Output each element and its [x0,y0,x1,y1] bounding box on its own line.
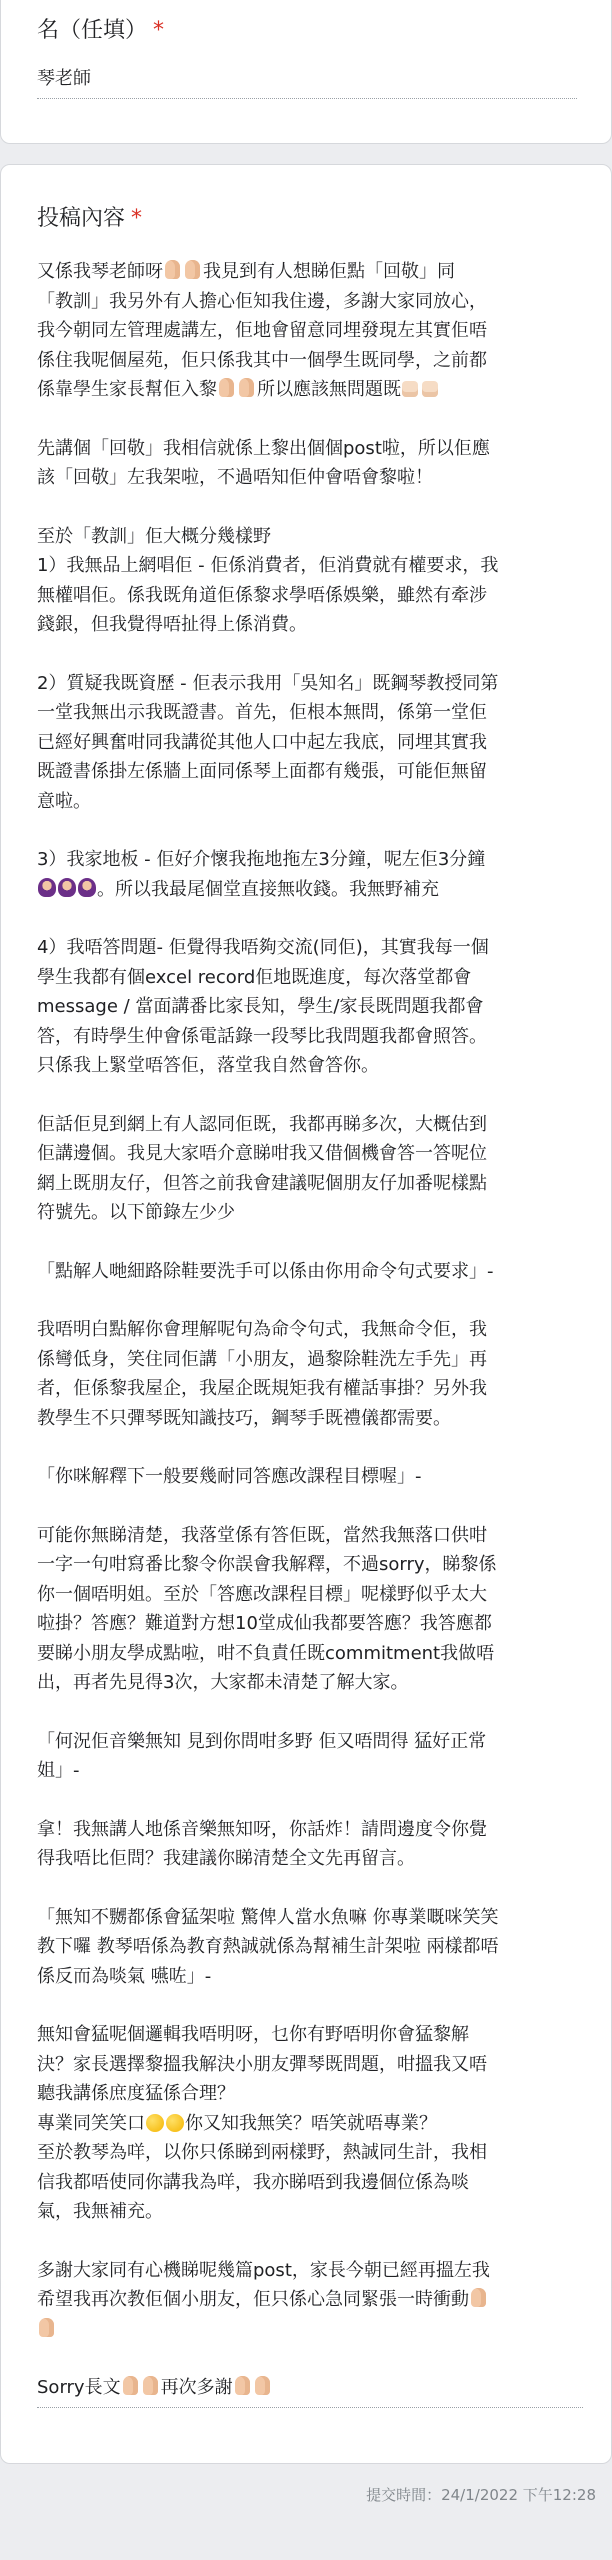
paragraph-intro [37,257,583,405]
quote-4 [37,1903,583,1992]
text-line: 係住我呢個屋苑，佢只係我其中一個學生既同學，之前都 [37,349,487,371]
post-content-label: 投稿內容 [37,206,126,231]
text-line: 一堂我無出示我既證書。首先，佢根本無問，係第一堂佢 [37,702,487,723]
required-asterisk: * [131,206,143,231]
post-content-text [37,257,583,2408]
folded-hands-emoji [470,2288,488,2308]
text-line: 已經好興奮咁同我講從其他人口中起左我底，同埋其實我 [37,731,487,753]
paragraph-point-2 [37,669,583,817]
text-line: 啦掛？答應？難道對方想10堂成仙我都要答應？我答應都 [37,1613,492,1634]
text-line: 係反而為啖氣 嚥咗」- [37,1965,212,1987]
text-line: 得我唔比佢問？我建議你睇清楚全文先再留言。 [37,1848,415,1869]
name-field-card [0,0,612,144]
folded-hands-emoji [254,2376,272,2396]
text-line: 「你咪解釋下一般要幾耐同答應改課程目標喔」- [37,1466,422,1487]
paragraph-point-3 [37,845,583,904]
submit-timestamp: 提交時間：24/1/2022 下午12:28 [366,2486,596,2504]
folded-hands-emoji [234,2376,252,2396]
woman-facepalming-emoji [78,878,96,898]
text-line: 拿！我無講人地係音樂無知呀，你話炸！請問邊度令你覺 [37,1818,487,1840]
text-line: 「何況佢音樂無知 見到你問咁多野 佢又唔問得 猛好正常 [37,1730,487,1752]
text-line: 2）質疑我既資歷 - 佢表示我用「吳知名」既鋼琴教授同第 [37,672,499,694]
quote-3 [37,1727,583,1786]
folded-hands-emoji [164,260,182,280]
paragraph-retort [37,434,583,493]
text-line: 氣，我無補充。 [37,2201,163,2222]
text-line: 錢銀，但我覺得唔扯得上係消費。 [37,614,307,635]
required-asterisk: * [153,18,165,43]
folded-hands-emoji [238,378,256,398]
text-line: 答，有時學生仲會係電話錄一段琴比我問題我都會照答。 [37,1025,487,1047]
paragraph-signoff [37,2373,583,2408]
folded-hands-emoji [218,378,236,398]
text-line: message / 當面講番比家長知，學生/家長既問題我都會 [37,996,484,1017]
text-line: 決？家長選擇黎搵我解決小朋友彈琴既問題，咁搵我又唔 [37,2053,487,2075]
folded-hands-emoji [184,260,202,280]
text-line: 希望我再次教佢個小朋友，佢只係心急同緊張一時衝動 [37,2285,583,2315]
text-line [37,2315,583,2345]
text-line: 「點解人哋細路除鞋要洗手可以係由你用命令句式要求」- [37,1260,494,1282]
thinking-face-emoji [166,2112,184,2132]
text-line: 學生我都有個excel record佢地既進度，每次落堂都會 [37,966,472,988]
text-line: 係彎低身，笑住同佢講「小朋友，過黎除鞋洗左手先」再 [37,1348,487,1370]
post-content-title [37,201,142,232]
text-line: 出，再者先見得3次，大家都未清楚了解大家。 [37,1672,409,1693]
name-field-label: 名（任填） [37,18,148,43]
text-line: 該「回敬」左我架啦，不過唔知佢仲會唔會黎啦！ [37,467,433,488]
folded-hands-emoji [122,2376,140,2396]
thumbs-up-emoji [402,378,420,398]
text-line: 佢話佢見到網上有人認同佢既，我都再睇多次，大概估到 [37,1113,487,1135]
text-line: Sorry長文 再次多謝 [37,2373,583,2403]
paragraph-point-4 [37,933,583,1081]
text-line: 至於教琴為咩，以你只係睇到兩樣野，熱誠同生計，我相 [37,2142,487,2163]
paragraph-online-reply [37,1110,583,1228]
text-line: 佢講邊個。我見大家唔介意睇咁我又借個機會答一答呢位 [37,1143,487,1164]
reply-1 [37,1315,583,1433]
text-line: 意啦。 [37,790,91,812]
text-line: 至於「教訓」佢大概分幾樣野 [37,525,271,547]
text-line: 多謝大家同有心機睇呢幾篇post，家長今朝已經再搵左我 [37,2259,490,2281]
name-answer: 琴老師 [37,64,577,99]
quote-1 [37,1257,583,1287]
text-line: 聽我講係庶度猛係合理？ [37,2083,235,2104]
text-line: 。所以我最尾個堂直接無收錢。我無野補充 [37,875,583,905]
text-line: 教學生不只彈琴既知識技巧，鋼琴手既禮儀都需要。 [37,1407,451,1429]
text-line: 專業同笑笑口 你又知我無笑？唔笑就唔專業？ [37,2112,437,2134]
text-line: 4）我唔答問題- 佢覺得我唔夠交流(同佢)，其實我每一個 [37,937,489,958]
post-content-card [0,164,612,2464]
folded-hands-emoji [38,2318,56,2338]
thinking-face-emoji [146,2112,164,2132]
text-line: 只係我上緊堂唔答佢，落堂我自然會答你。 [37,1055,379,1076]
text-line: 「無知不嬲都係會猛架啦 驚俾人當水魚嘛 你專業嘅咪笑笑 [37,1906,499,1928]
text-line: 「教訓」我另外有人擔心佢知我住邊，多謝大家同放心， [37,290,487,312]
folded-hands-emoji [142,2376,160,2396]
text-line: 網上既朋友仔，但答之前我會建議呢個朋友仔加番呢樣點 [37,1172,487,1194]
text-line: 無權唱佢。係我既角道佢係黎求學唔係娛樂，雖然有牽涉 [37,584,487,606]
text-line: 姐」- [37,1760,80,1781]
reply-3 [37,1815,583,1874]
thumbs-up-emoji [422,378,440,398]
text-line: 一字一句咁寫番比黎令你誤會我解釋，不過sorry，睇黎係 [37,1554,497,1575]
reply-2 [37,1521,583,1698]
quote-2 [37,1462,583,1492]
text-line: 3）我家地板 - 佢好介懷我拖地拖左3分鐘，呢左佢3分鐘 [37,849,486,870]
text-line: 又係我琴老師呀 我見到有人想睇佢點「回敬」同 [37,261,455,282]
woman-facepalming-emoji [38,878,56,898]
text-line: 要睇小朋友學成點啦，咁不負責任既commitment我做唔 [37,1642,495,1664]
text-line: 信我都唔使同你講我為咩，我亦睇唔到我邊個位係為啖 [37,2171,469,2193]
text-line: 教下囉 教琴唔係為教育熱誠就係為幫補生計架啦 兩樣都唔 [37,1936,499,1957]
text-line: 先講個「回敬」我相信就係上黎出個個post啦，所以佢應 [37,437,490,459]
text-line: 符號先。以下節錄左少少 [37,1202,235,1223]
text-line: 者，佢係黎我屋企，我屋企既規矩我有權話事掛？另外我 [37,1378,487,1399]
text-line: 我唔明白點解你會理解呢句為命令句式，我無命令佢，我 [37,1319,487,1340]
text-line: 你一個唔明姐。至於「答應改課程目標」呢樣野似乎太大 [37,1583,487,1605]
text-line: 可能你無睇清楚，我落堂係有答佢既，當然我無落口供咁 [37,1524,487,1546]
text-line: 既證書係掛左係牆上面同係琴上面都有幾張，可能佢無留 [37,761,487,782]
name-field-title [37,13,164,44]
paragraph-thanks [37,2256,583,2345]
text-line: 係靠學生家長幫佢入黎 所以應該無問題既 [37,375,583,405]
paragraph-lesson-intro [37,522,583,640]
text-line: 我今朝同左管理處講左，佢地會留意同埋發現左其實佢唔 [37,320,487,341]
woman-facepalming-emoji [58,878,76,898]
text-line: 1）我無品上網唱佢 - 佢係消費者，佢消費就有權要求，我 [37,555,499,576]
text-line: 無知會猛呢個邏輯我唔明呀，乜你有野唔明你會猛黎解 [37,2024,469,2045]
reply-4 [37,2020,583,2227]
